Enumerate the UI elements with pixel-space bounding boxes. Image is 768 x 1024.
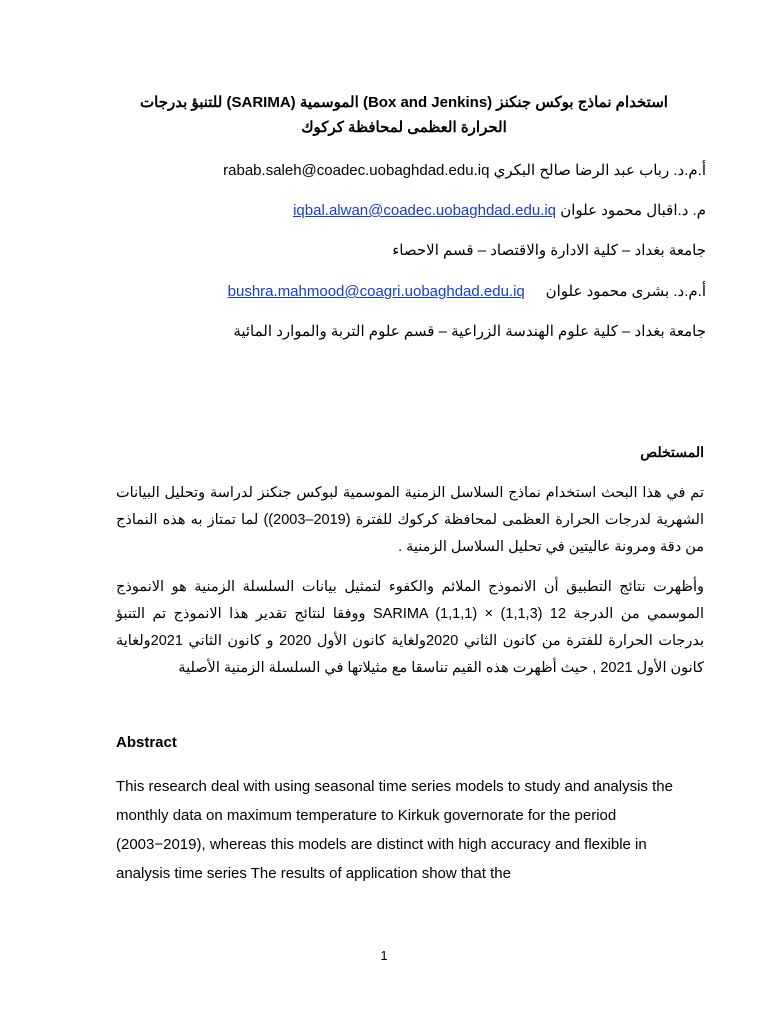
english-abstract-paragraph: This research deal with using seasonal time series models to study and analysis the monthly data on maximum temperature to Kirkuk governorate for the period (2003−2019), whereas this models are distinct with high accuracy and flexible in analysis time series The results of application show that the xyxy=(116,778,673,882)
author-2-email-link[interactable]: iqbal.alwan@coadec.uobaghdad.edu.iq xyxy=(293,202,557,219)
author-3-email-link[interactable]: bushra.mahmood@coagri.uobaghdad.edu.iq xyxy=(227,283,525,300)
page-number: 1 xyxy=(380,948,388,963)
author-3 xyxy=(100,281,706,303)
english-abstract-heading: Abstract xyxy=(116,734,177,751)
author-2 xyxy=(100,200,706,222)
author-3-name: أ.م.د. بشرى محمود علوان xyxy=(545,283,706,300)
paper-title xyxy=(124,90,684,140)
author-1-name: أ.م.د. رباب عبد الرضا صالح البكري xyxy=(493,162,706,179)
arabic-abstract-paragraph-1: تم في هذا البحث استخدام نماذج السلاسل الزمنية الموسمية لبوكس جنكنز لدراسة وتحليل البيانات الشهرية لدرجات الحرارة العظمى لمحافظة كركوك للفترة (2019–2003)) لما تمتاز به هذه النماذج من دقة ومرونة عاليتين في تحليل السلاسل الزمنية . xyxy=(116,485,704,555)
author-1-email[interactable]: rabab.saleh@coadec.uobaghdad.edu.iq xyxy=(223,162,490,179)
affiliation-1: جامعة بغداد – كلية الادارة والاقتصاد – قسم الاحصاء xyxy=(392,242,706,259)
author-2-name: م. د.اقبال محمود علوان xyxy=(560,202,706,219)
author-1 xyxy=(100,160,706,182)
arabic-abstract-heading: المستخلص xyxy=(640,444,704,460)
arabic-abstract-paragraph-2: وأظهرت نتائج التطبيق أن الانموذج الملائم والكفوء لتمثيل بيانات السلسلة الزمنية هو الانموذج الموسمي من الدرجة SARIMA (1,1,1) × (1,1,3) 12 ووفقا لنتائج تقدير هذا الانموذج تم التنبؤ بدرجات الحرارة للفترة من كانون الثاني 2020ولغاية كانون الأول 2020 و كانون الثاني 2021ولغاية كانون الأول 2021 , حيث أظهرت هذه القيم تناسقا مع مثيلاتها في السلسلة الزمنية الأصلية xyxy=(116,579,704,676)
affiliation-2: جامعة بغداد – كلية علوم الهندسة الزراعية – قسم علوم التربة والموارد المائية xyxy=(233,323,706,340)
title-line-2: الحرارة العظمى لمحافظة كركوك xyxy=(301,119,507,136)
title-line-1: استخدام نماذج بوكس جنكنز (Box and Jenkins) الموسمية (SARIMA) للتنبؤ بدرجات xyxy=(140,94,668,111)
